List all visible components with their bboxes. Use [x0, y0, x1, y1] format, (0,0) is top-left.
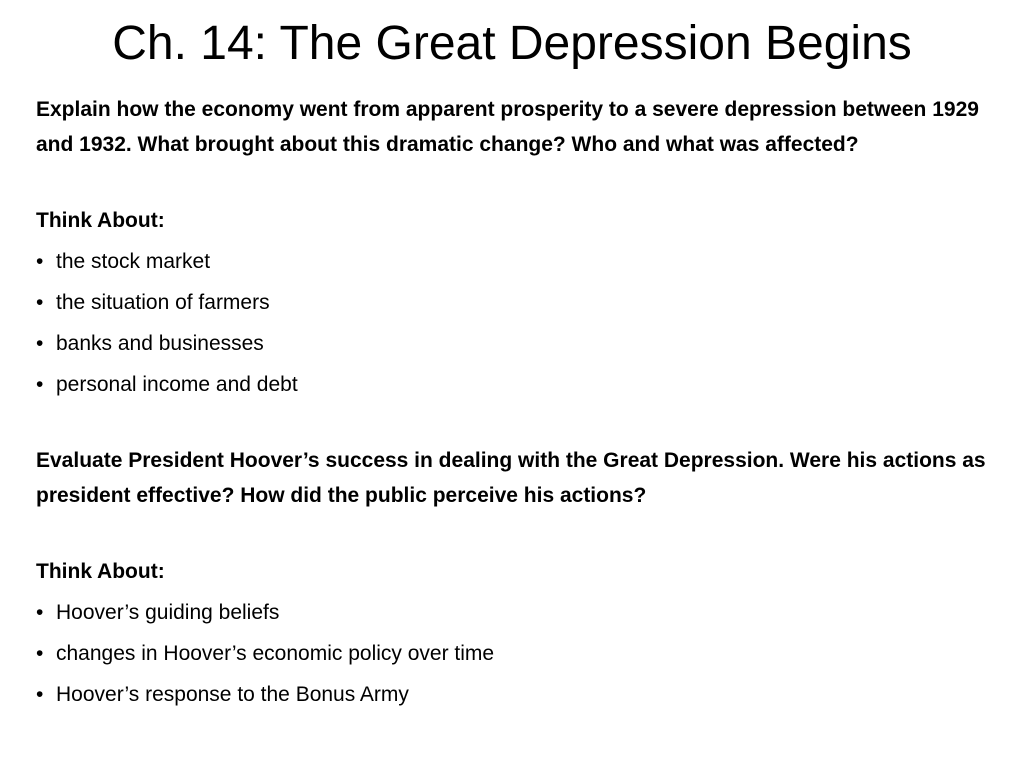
slide-title: Ch. 14: The Great Depression Begins [112, 17, 912, 70]
bullet-glyph: • [36, 332, 44, 355]
spacer [36, 162, 996, 200]
bullet-glyph: • [36, 250, 44, 273]
section-economy [36, 92, 996, 405]
bullet-list-hoover [36, 592, 996, 715]
bullet-text: personal income and debt [56, 373, 298, 396]
bullet-text: banks and businesses [56, 332, 264, 355]
bullet-item [36, 633, 996, 674]
bullet-item [36, 592, 996, 633]
bullet-item [36, 364, 996, 405]
question-economy: Explain how the economy went from apparent prosperity to a severe depression between 1929 and 1932. What brought about this dramatic change? Who and what was affected? [36, 98, 979, 156]
bullet-item [36, 241, 996, 282]
bullet-item [36, 282, 996, 323]
think-about-label: Think About: [36, 209, 165, 232]
spacer [36, 513, 996, 551]
bullet-glyph: • [36, 601, 44, 624]
bullet-text: the situation of farmers [56, 291, 270, 314]
bullet-text: changes in Hoover’s economic policy over time [56, 642, 495, 665]
bullet-item [36, 674, 996, 715]
section-hoover [36, 443, 996, 715]
slide-body [36, 92, 996, 715]
think-about-label: Think About: [36, 560, 165, 583]
bullet-glyph: • [36, 642, 44, 665]
bullet-glyph: • [36, 373, 44, 396]
bullet-text: Hoover’s response to the Bonus Army [56, 683, 409, 706]
question-hoover: Evaluate President Hoover’s success in dealing with the Great Depression. Were his actions as president effective? How did the public perceive his actions? [36, 449, 986, 507]
spacer [36, 405, 996, 443]
bullet-glyph: • [36, 683, 44, 706]
bullet-item [36, 323, 996, 364]
bullet-list-economy [36, 241, 996, 405]
bullet-glyph: • [36, 291, 44, 314]
bullet-text: Hoover’s guiding beliefs [56, 601, 280, 624]
bullet-text: the stock market [56, 250, 211, 273]
